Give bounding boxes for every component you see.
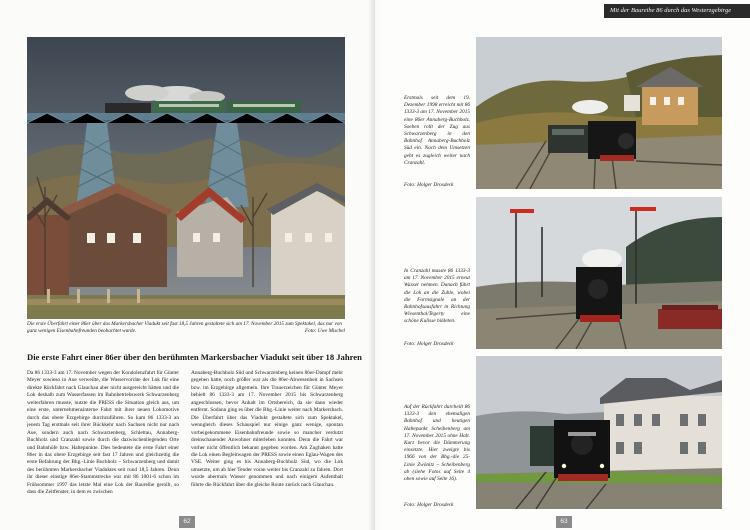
main-photo-caption: Die erste Überfahrt einer 86er über das Markersbacher Viadukt seit fast 18,5 Jahren gestaltete sich am 17. November 2015 zum Spektakel, das nur von ganz wenigen Eisenbahnfreunden beobachtet wurde. [27,321,342,334]
side-credit-1: Foto: Holger Drosdeck [404,182,454,188]
side-caption-2: In Cranzahl musste 86 1333-3 am 17. November 2015 erneut Wasser nehmen. Danach führt die Lok an die Zuhle, wobei die Formsignale an der Bahnhofsausfahrt in Richtung Wiesenthal/Tegerty eine schöne Kulisse bildeten. [404,268,470,325]
photo-scheibenberg [476,356,722,509]
article-column-right: Annaberg-Buchholz Süd und Schwarzenberg keinen 86er-Dampf mehr gegeben hatte, noch größer war als die 86er-Abwesenheit in Sachsen bzw. im Erzgebirge allgemein. Ihre Trauerzeichen für Günter Meyer behielt 86 1333-3 am 17. November 2015 bis Schwarzenberg angeschlossen, bevor Anhalt im Ortsbereich, da sie dann wieder entfernt. Sodann ging es über die Bhg.-Linie weiter nach Markersbach. Die Überfahrt über das Viadukt gestaltete sich zum Spektakel, wenngleich dieses Schauspiel nur einige ganz wenige, spontan vorbeigekommene Eisenbahnfreunde sowie so mancher verdutzt dreinschauender Anwohner miterleben konnten. Denn die Fahrt war vorher nicht öffentlich bekannt gegeben worden. Am Zughaken hatte die Lok einen Begleitwagen der PRESS sowie einen Eglau-Wagen des VSE. Weiter ging es bis Annaberg-Buchholz Süd, wo die Lok umsetzte, um ab hier Tender voran weiter bis Cranzahl zu fahren. Dort wurde abermals Wasser genommen und nach einigem Aufenthalt führte die Rückfahrt über die gleiche Route zurück nach Glauchau. [191,370,343,488]
photo-annaberg-buchholz [476,37,722,189]
article-headline: Die erste Fahrt einer 86er über den berühmten Markersbacher Viadukt seit über 18 Jahren [27,352,362,362]
side-credit-3: Foto: Holger Drosdeck [404,502,454,508]
photo-cranzahl-signals [476,197,722,349]
article-column-left: Da 86 1333-3 am 17. November wegen der Kondolenzfahrt für Günter Meyer sowieso in Aue verweilte, die Wasservorräte der Lok für eine direkte Rückfahrt nach Glauchau aber nicht ausgereicht hätten und die Lok deshalb zum Wasserfassen im Bahnbetriebswerk Schwarzenberg weiterfahren musste, nutzte die PRESS die Situation gleich aus, um eine erste, unternehmensinterne Fahrt mit ihrer neuen Lokomotive durch das obere Erzgebirge durchzuführen. So kam 86 1333-3 an jenem Tag erstmals seit ihrer Rückkehr nach Sachsen nicht nur nach Aue, sondern auch nach Schwarzenberg, Schlettau, Annaberg-Buchholz und Cranzahl sowie durch die dazwischenliegenden Orte und Bahnhöfe bzw. Haltepunkte. Dies bedeutete die erste Fahrt einer 86er in das obere Erzgebirge seit fast 17 Jahren und gleichzeitig die erste Befahrung der Bhg.-Linie Buchholz – Schwarzenberg und damit des berühmten Markersbacher Viaduktes seit rund 18,5 Jahren. Denn ihr dieser einstige 86er-Stammstrecke war mit 86 1001-6 schon im Frühsommer 1997 das letzte Mal eine Lok der Baureihe gerollt, so dass die Zeitfenster, in dem es zwischen [27,370,179,496]
main-photo-credit: Foto: Uwe Mischel [304,328,345,334]
running-header: Mit der Baureihe 86 durch das Westerzgebirge [604,4,750,18]
side-credit-2: Foto: Holger Drosdeck [404,341,454,347]
side-caption-3: Auf der Rückfahrt durcheilt 86 1333-3 den ehemaligen Bahnhof und heutigen Haltepunkt Scheibenberg am 17. November 2015 ohne Halt. Kurz bevor die Dämmerung einsetzte. Hier zweigte bis 1966 von der Bhg.-die 25-Linie Zwönitz – Scheibenberg ab (siehe Fotos auf Seite 4 oben sowie auf Seite 16). [404,404,470,483]
page-number-right: 63 [556,516,572,528]
page-number-left: 62 [179,516,195,528]
book-gutter [368,0,382,530]
main-photo-viaduct [27,37,345,319]
side-caption-1: Erstmals seit dem 19. Dezember 1998 erreicht mit 86 1333-3 am 17. November 2015 eine 86er Annaberg-Buchholz. Soeben rollt der Zug aus Schwarzenberg in den Bahnhof Annaberg-Buchholz Süd ein. Nach dem Umsetzen geht es zugleich weiter nach Cranzahl. [404,95,471,166]
